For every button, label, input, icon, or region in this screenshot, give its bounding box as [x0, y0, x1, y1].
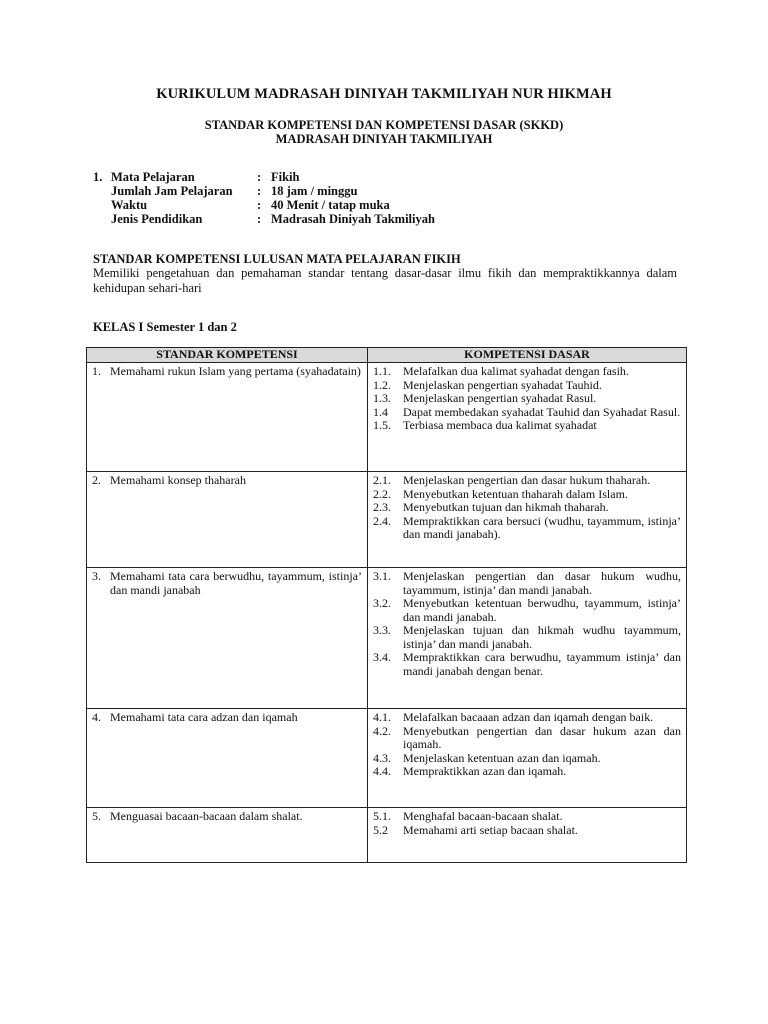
- document-subtitle: [0, 118, 768, 146]
- kd-item: 1.3. Menjelaskan pengertian syahadat Rasul.: [373, 391, 597, 405]
- sk-cell: [87, 363, 368, 472]
- kd-cell: [368, 568, 687, 709]
- sk-cell: [87, 472, 368, 568]
- kd-cell: [368, 472, 687, 568]
- sk-number: 1.: [92, 364, 101, 378]
- info-label: Waktu: [111, 198, 148, 212]
- table-row: [87, 363, 687, 472]
- info-value: 40 Menit / tatap muka: [271, 198, 390, 212]
- sk-text: Memahami konsep thaharah: [110, 473, 246, 487]
- info-row: [93, 212, 435, 226]
- competency-table: [86, 347, 687, 863]
- header-kompetensi-dasar: KOMPETENSI DASAR: [368, 348, 687, 363]
- info-value: Madrasah Diniyah Takmiliyah: [271, 212, 435, 226]
- sk-number: 2.: [92, 473, 101, 487]
- document-title: KURIKULUM MADRASAH DINIYAH TAKMILIYAH NUR HIKMAH: [156, 86, 612, 102]
- info-label: Jumlah Jam Pelajaran: [111, 184, 233, 198]
- info-colon: :: [257, 184, 262, 198]
- sk-text: Memahami rukun Islam yang pertama (syahadatain): [110, 364, 361, 378]
- kd-item: 5.2 Memahami arti setiap bacaan shalat.: [373, 822, 578, 837]
- table-row: [87, 568, 687, 709]
- sk-text: Memahami tata cara berwudhu, tayammum, istinja’ dan mandi janabah: [110, 569, 362, 597]
- kd-item: 4.3. Menjelaskan ketentuan azan dan iqamah.: [373, 750, 601, 765]
- kd-item: 4.1. Melafalkan bacaaan adzan dan iqamah dengan baik.: [373, 710, 654, 724]
- info-value: 18 jam / minggu: [271, 184, 358, 198]
- info-row: [93, 184, 435, 198]
- kd-cell: [368, 709, 687, 808]
- sk-cell: [87, 568, 368, 709]
- table-row: [87, 472, 687, 568]
- sk-number: 3.: [92, 569, 101, 583]
- table-header-row: [87, 348, 687, 363]
- course-info: [93, 170, 435, 226]
- class-heading: KELAS I Semester 1 dan 2: [93, 320, 237, 334]
- subtitle-line-2: MADRASAH DINIYAH TAKMILIYAH: [275, 132, 493, 146]
- skl-heading: STANDAR KOMPETENSI LULUSAN MATA PELAJARAN FIKIH: [93, 252, 461, 266]
- sk-text: Menguasai bacaan-bacaan dalam shalat.: [110, 809, 303, 823]
- info-colon: :: [257, 170, 262, 184]
- sk-cell: [87, 709, 368, 808]
- table-row: [87, 709, 687, 808]
- kd-item: 2.4. Mempraktikkan cara bersuci (wudhu, tayammum, istinja’ dan mandi janabah).: [373, 513, 681, 541]
- kd-item: 3.1. Menjelaskan pengertian dan dasar hukum wudhu, tayammum, istinja’ dan mandi janabah.: [373, 569, 681, 597]
- info-label: Mata Pelajaran: [111, 170, 195, 184]
- kd-item: 3.3. Menjelaskan tujuan dan hikmah wudhu tayammum, istinja’ dan mandi janabah.: [373, 623, 681, 651]
- info-label: Jenis Pendidikan: [111, 212, 203, 226]
- info-number: 1.: [93, 170, 103, 184]
- kd-item: 1.4 Dapat membedakan syahadat Tauhid dan Syahadat Rasul.: [373, 404, 681, 419]
- info-value: Fikih: [271, 170, 300, 184]
- kd-item: 1.1. Melafalkan dua kalimat syahadat dengan fasih.: [373, 364, 629, 378]
- kd-item: 4.4. Mempraktikkan azan dan iqamah.: [373, 764, 567, 778]
- kd-item: 3.4. Mempraktikkan cara berwudhu, tayammum istinja’ dan mandi janabah dengan benar.: [373, 650, 681, 678]
- kd-item: 1.5. Terbiasa membaca dua kalimat syahadat: [373, 418, 597, 432]
- kd-cell: [368, 808, 687, 863]
- info-row: [93, 170, 435, 184]
- sk-text: Memahami tata cara adzan dan iqamah: [110, 710, 298, 724]
- info-row: [93, 198, 435, 212]
- header-standar-kompetensi: STANDAR KOMPETENSI: [87, 348, 368, 363]
- kd-item: 2.2. Menyebutkan ketentuan thaharah dalam Islam.: [373, 486, 628, 501]
- sk-number: 5.: [92, 809, 101, 823]
- kd-item: 4.2. Menyebutkan pengertian dan dasar hukum azan dan iqamah.: [373, 723, 681, 751]
- kd-item: 5.1. Menghafal bacaan-bacaan shalat.: [373, 809, 563, 823]
- kd-item: 2.1. Menjelaskan pengertian dan dasar hukum thaharah.: [373, 473, 651, 487]
- kd-item: 2.3. Menyebutkan tujuan dan hikmah thaharah.: [373, 500, 609, 514]
- kd-item: 1.2. Menjelaskan pengertian syahadat Tauhid.: [373, 377, 602, 392]
- info-colon: :: [257, 212, 262, 226]
- sk-number: 4.: [92, 710, 101, 724]
- table-row: [87, 808, 687, 863]
- subtitle-line-1: STANDAR KOMPETENSI DAN KOMPETENSI DASAR (SKKD): [204, 118, 564, 132]
- skl-description: Memiliki pengetahuan dan pemahaman standar tentang dasar-dasar ilmu fikih dan mempraktikkannya dalam kehidupan sehari-hari: [93, 266, 677, 295]
- info-colon: :: [257, 198, 262, 212]
- kd-item: 3.2. Menyebutkan ketentuan berwudhu, tayammum, istinja’ dan mandi janabah.: [373, 596, 681, 624]
- kd-cell: [368, 363, 687, 472]
- sk-cell: [87, 808, 368, 863]
